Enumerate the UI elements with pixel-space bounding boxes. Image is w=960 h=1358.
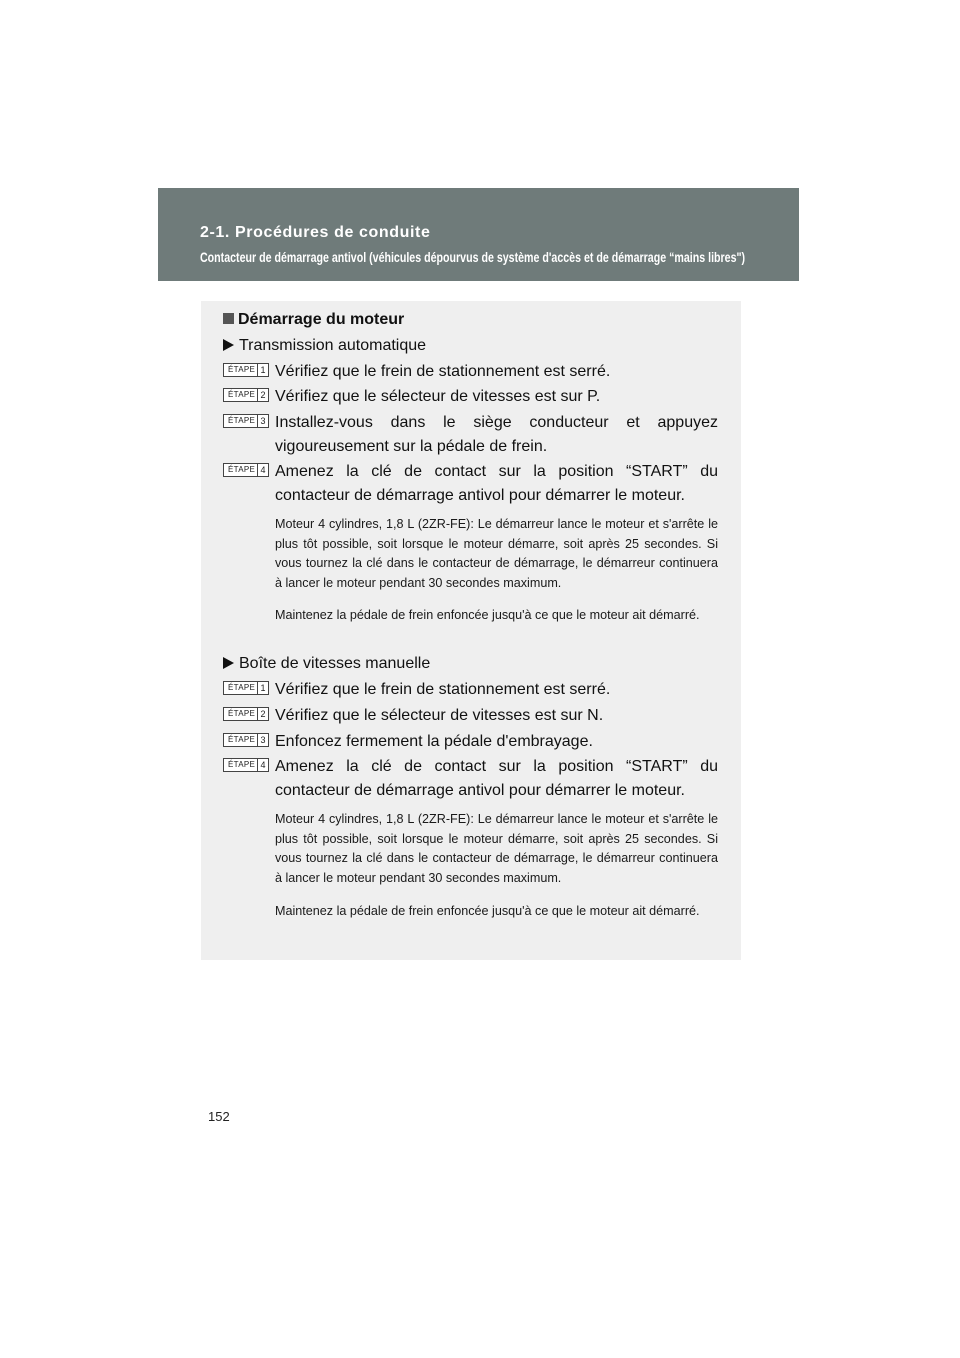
step-badge: ÉTAPE 2 bbox=[223, 707, 269, 721]
step-badge: ÉTAPE 3 bbox=[223, 414, 269, 428]
section-title: 2-1. Procédures de conduite bbox=[200, 224, 431, 241]
triangle-bullet-icon bbox=[223, 657, 234, 669]
step-badge: ÉTAPE 1 bbox=[223, 681, 269, 695]
content-panel bbox=[201, 301, 741, 960]
step-item bbox=[223, 704, 718, 728]
step-text: Amenez la clé de contact sur la position “START” du contacteur de démarrage antivol pour démarrer le moteur. bbox=[275, 758, 718, 799]
note-text: Moteur 4 cylindres, 1,8 L (2ZR-FE): Le démarreur lance le moteur et s'arrête le plus tôt possible, soit lorsque le moteur démarre, soit après 25 secondes. Si vous tournez la clé dans le contacteur de démarrage, le démarreur continuera à lancer le moteur pendant 30 secondes maximum. bbox=[275, 812, 718, 885]
subsection-title: Transmission automatique bbox=[239, 337, 427, 354]
section-heading bbox=[223, 311, 404, 329]
note-text: Maintenez la pédale de frein enfoncée jusqu'à ce que le moteur ait démarré. bbox=[275, 904, 700, 918]
page-subtitle: Contacteur de démarrage antivol (véhicules dépourvus de système d'accès et de démarrage “mains libres") bbox=[200, 249, 746, 265]
step-item bbox=[223, 730, 718, 754]
heading-text: Démarrage du moteur bbox=[238, 311, 405, 328]
subsection-title: Boîte de vitesses manuelle bbox=[239, 655, 431, 672]
step-text: Vérifiez que le sélecteur de vitesses est sur P. bbox=[275, 388, 601, 405]
step-item bbox=[223, 678, 718, 702]
page-number: 152 bbox=[208, 1109, 230, 1124]
step-text: Vérifiez que le sélecteur de vitesses est sur N. bbox=[275, 707, 604, 724]
step-badge: ÉTAPE 1 bbox=[223, 363, 269, 377]
step-text: Vérifiez que le frein de stationnement est serré. bbox=[275, 681, 611, 698]
step-item bbox=[223, 385, 718, 409]
section-header bbox=[158, 188, 799, 281]
step-text: Vérifiez que le frein de stationnement est serré. bbox=[275, 363, 611, 380]
step-item bbox=[223, 460, 718, 508]
step-badge: ÉTAPE 4 bbox=[223, 758, 269, 772]
step-item bbox=[223, 755, 718, 803]
step-badge: ÉTAPE 2 bbox=[223, 388, 269, 402]
step-item bbox=[223, 411, 718, 459]
step-text: Installez-vous dans le siège conducteur et appuyez vigoureusement sur la pédale de frein. bbox=[275, 414, 718, 455]
note-text: Moteur 4 cylindres, 1,8 L (2ZR-FE): Le démarreur lance le moteur et s'arrête le plus tôt possible, soit lorsque le moteur démarre, soit après 25 secondes. Si vous tournez la clé dans le contacteur de démarrage, le démarreur continuera à lancer le moteur pendant 30 secondes maximum. bbox=[275, 517, 718, 590]
step-text: Amenez la clé de contact sur la position “START” du contacteur de démarrage antivol pour démarrer le moteur. bbox=[275, 463, 718, 504]
subsection-automatic bbox=[223, 337, 426, 355]
subsection-manual bbox=[223, 655, 430, 673]
step-item bbox=[223, 360, 718, 384]
note-text: Maintenez la pédale de frein enfoncée jusqu'à ce que le moteur ait démarré. bbox=[275, 608, 700, 622]
triangle-bullet-icon bbox=[223, 339, 234, 351]
step-badge: ÉTAPE 4 bbox=[223, 463, 269, 477]
step-text: Enfoncez fermement la pédale d'embrayage. bbox=[275, 733, 593, 750]
step-badge: ÉTAPE 3 bbox=[223, 733, 269, 747]
square-bullet-icon bbox=[223, 313, 234, 324]
